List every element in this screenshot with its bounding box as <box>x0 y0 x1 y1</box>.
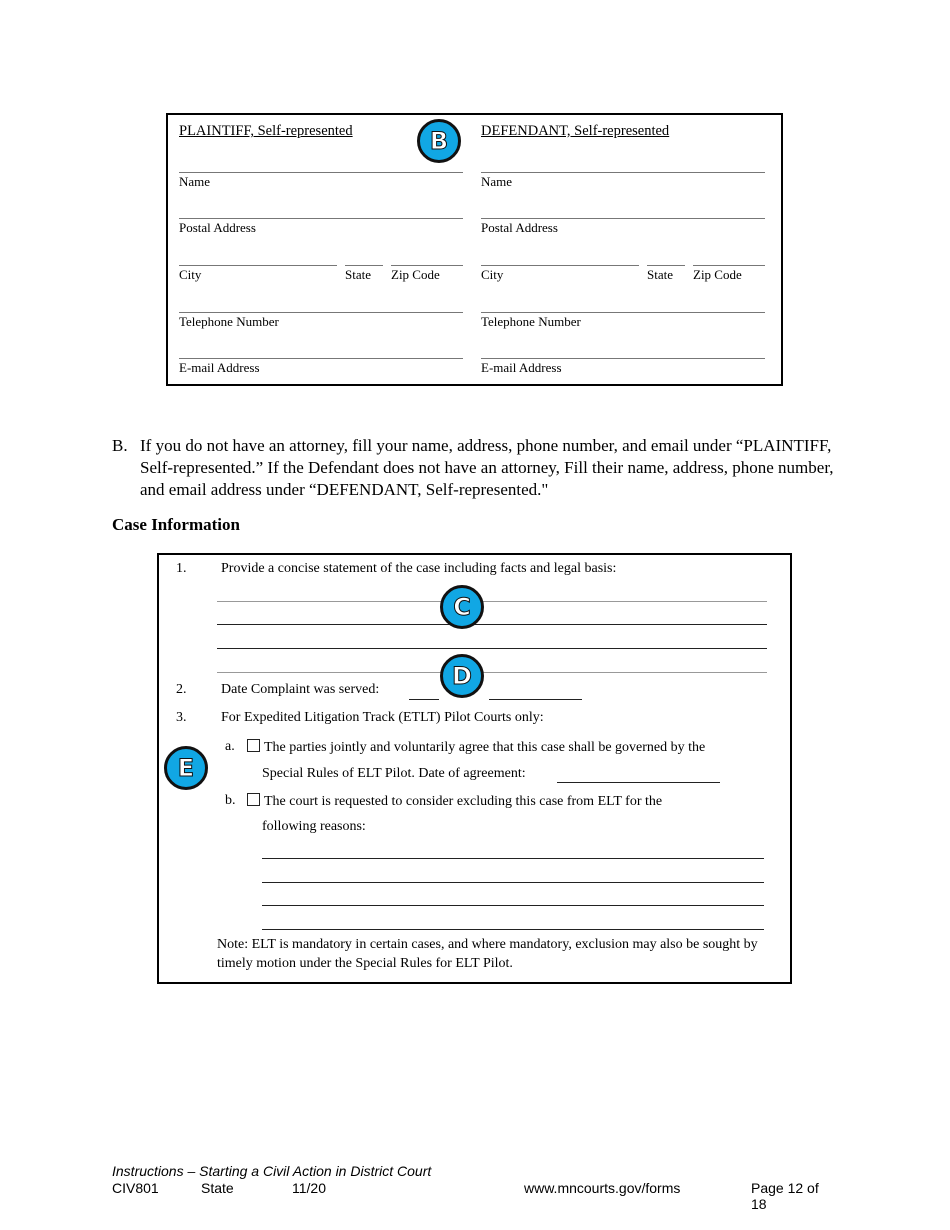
reasons-line-2[interactable] <box>262 882 764 883</box>
case-information-title: Case Information <box>112 515 240 534</box>
reasons-line-4[interactable] <box>262 929 764 930</box>
callout-d-marker: D <box>440 654 484 698</box>
footer-title: Instructions – Starting a Civil Action in District Court <box>112 1163 432 1179</box>
reasons-line-3[interactable] <box>262 905 764 906</box>
defendant-telephone-field[interactable]: Telephone Number <box>481 312 765 330</box>
item-2-number: 2. <box>176 682 187 697</box>
plaintiff-name-field[interactable]: Name <box>179 172 463 190</box>
item-3-number: 3. <box>176 710 187 725</box>
plaintiff-state-field[interactable]: State <box>345 265 383 283</box>
defendant-state-field[interactable]: State <box>647 265 685 283</box>
footer-row <box>112 1180 838 1212</box>
elt-note: Note: ELT is mandatory in certain cases, and where mandatory, exclusion may also be sought by timely motion under the Special Rules for ELT Pilot. <box>217 937 758 971</box>
item-1-text: Provide a concise statement of the case including facts and legal basis: <box>221 561 617 576</box>
agreement-date-field[interactable] <box>557 782 720 783</box>
reasons-line-1[interactable] <box>262 858 764 859</box>
footer-jurisdiction: State <box>201 1180 234 1196</box>
item-3-text: For Expedited Litigation Track (ETLT) Pilot Courts only: <box>221 710 544 725</box>
footer-form-code: CIV801 <box>112 1180 159 1196</box>
callout-c-marker: C <box>440 585 484 629</box>
callout-e-marker: E <box>164 746 208 790</box>
option-b-checkbox[interactable] <box>247 793 260 806</box>
statement-line-3[interactable] <box>217 648 767 649</box>
plaintiff-address-field[interactable]: Postal Address <box>179 218 463 236</box>
option-a-label: a. <box>225 739 235 754</box>
instruction-letter: B. <box>112 436 128 455</box>
option-a-checkbox[interactable] <box>247 739 260 752</box>
plaintiff-city-row <box>179 265 463 285</box>
defendant-name-field[interactable]: Name <box>481 172 765 190</box>
defendant-email-field[interactable]: E-mail Address <box>481 358 765 376</box>
option-b-label: b. <box>225 793 236 808</box>
plaintiff-city-field[interactable]: City <box>179 265 337 283</box>
statement-line-4[interactable] <box>217 672 767 673</box>
party-info-box <box>166 113 783 386</box>
plaintiff-telephone-field[interactable]: Telephone Number <box>179 312 463 330</box>
defendant-heading: DEFENDANT, Self-represented <box>481 123 670 139</box>
defendant-city-row <box>481 265 765 285</box>
defendant-city-field[interactable]: City <box>481 265 639 283</box>
footer-date: 11/20 <box>292 1180 326 1196</box>
plaintiff-heading: PLAINTIFF, Self-represented <box>179 123 353 139</box>
callout-b-marker: B <box>417 119 461 163</box>
defendant-address-field[interactable]: Postal Address <box>481 218 765 236</box>
statement-line-1[interactable] <box>217 601 767 602</box>
defendant-column <box>481 115 766 384</box>
item-2-text: Date Complaint was served: <box>221 682 380 697</box>
option-b-text-line2: following reasons: <box>262 819 366 834</box>
date-served-field-part1[interactable] <box>409 699 439 700</box>
option-b-text-line1: The court is requested to consider excluding this case from ELT for the <box>264 794 663 809</box>
option-a-text-line2: Special Rules of ELT Pilot. Date of agreement: <box>262 766 526 781</box>
option-a-text-line1: The parties jointly and voluntarily agree that this case shall be governed by the <box>264 740 706 755</box>
instruction-text: If you do not have an attorney, fill your name, address, phone number, and email under “PLAINTIFF, Self-represented.” If the Defendant does not have an attorney, Fill their name, address, phone number, and email address under “DEFENDANT, Self-represented." <box>140 436 834 499</box>
option-b-row <box>247 793 662 810</box>
plaintiff-column <box>179 115 464 384</box>
defendant-zip-field[interactable]: Zip Code <box>693 265 765 283</box>
item-1-number: 1. <box>176 561 187 576</box>
option-a-row <box>247 739 705 756</box>
date-served-field-part2[interactable] <box>489 699 582 700</box>
plaintiff-email-field[interactable]: E-mail Address <box>179 358 463 376</box>
statement-line-2[interactable] <box>217 624 767 625</box>
footer-url[interactable]: www.mncourts.gov/forms <box>524 1180 681 1196</box>
footer-page-number: Page 12 of 18 <box>751 1180 819 1212</box>
plaintiff-zip-field[interactable]: Zip Code <box>391 265 463 283</box>
